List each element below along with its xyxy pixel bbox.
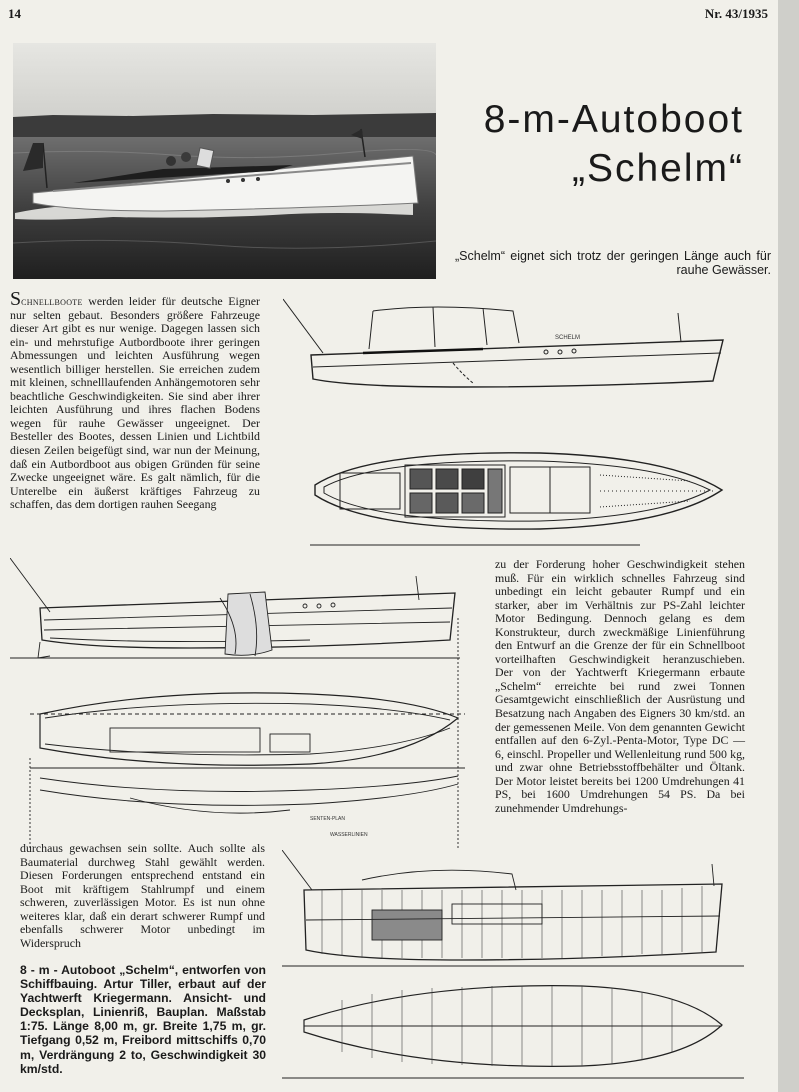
- deck-plan-drawing: [310, 445, 725, 562]
- article-title-line-1: 8-m-Autoboot: [483, 98, 744, 141]
- construction-plan-drawing: [282, 850, 744, 1090]
- boat-photograph: [13, 43, 436, 279]
- svg-text:SCHELM: SCHELM: [555, 335, 581, 341]
- article-title: [484, 95, 744, 193]
- article-title-line-2: „Schelm“: [571, 147, 744, 190]
- lines-plan-drawing: [10, 558, 478, 853]
- lead-word: chnellboote: [21, 294, 83, 308]
- page-number: 14: [8, 6, 21, 21]
- photo-caption: „Schelm“ eignet sich trotz der geringen Länge auch für rauhe Gewässer.: [455, 249, 771, 277]
- drop-cap: S: [10, 288, 22, 310]
- body-text-1: werden leider für deutsche Eigner nur selten gebaut. Besonders größere Fahrzeuge dieser Art gibt es nur wenige. Dagegen lassen sich ein- und mehrstufige Autbordboote ihrer geringen Abmessungen und leichten Ausführung wegen wesentlich billiger herstellen. Sie erreichen zudem mit kleinen, schnelllaufenden Anhängemotoren sehr beachtliche Geschwindigkeiten. Sie sind aber ihrer leichten Ausführung und ihres flachen Bodens wegen für rauhe Gewässer ungeeignet. Der Besteller des Bootes, dessen Linien und Lichtbild diesen Zeilen beigefügt sind, war nun der Meinung, daß ein Autbordboot aus obigen Gründen für seine Zwecke ungeeignet wäre. Es galt nämlich, für die Unterelbe ein äußerst kräftiges Fahrzeug zu schaffen, das dem dortigen rauhen Seegang: [10, 294, 260, 512]
- page-edge: [778, 0, 799, 1092]
- svg-text:WASSERLINIEN: WASSERLINIEN: [330, 832, 368, 838]
- body-column-1: [10, 288, 260, 512]
- body-column-3: durchaus gewachsen sein sollte. Auch sollte als Baumaterial durchweg Stahl gewählt werden. Diesen Forderungen entsprechend entstand ein Boot mit kräftigem Stahlrumpf und einem schweren, zuverlässigen Motor. Es ist nun ohne weiteres klar, daß ein derart schwerer Rumpf und ebenfalls schwerer Motor unbedingt im Widerspruch: [20, 841, 265, 950]
- body-column-2: zu der Forderung hoher Geschwindigkeit stehen muß. Für ein wirklich schnelles Fahrzeug sind unbedingt ein leicht gebauter Rumpf und ein starker, aber im Verhältnis zur PS-Zahl leichter Motor Bedingung. Dennoch gelang es dem Konstrukteur, durch zweckmäßige Linienführung den Entwurf an die Grenze der für ein Schnellboot vorteilhaften Geschwindigkeit heranzuschieben. Der von der Yachtwerft Kriegermann erbaute „Schelm“ erreichte bei rund zwei Tonnen Gesamtgewicht einschließlich der Ausrüstung und Besatzung nach Angaben des Eigners 30 km/std. an der gemessenen Meile. Von dem genannten Gewicht entfallen auf den 6-Zyl.-Penta-Motor, Type DC — 6, einschl. Propeller und Wellenleitung rund 500 kg, und zwar ohne Betriebsstoffbehälter und Öltank. Der Motor leistet bereits bei 1200 Umdrehungen 41 PS, bei 1600 Umdrehungen 54 PS. Da bei zunehmender Umdrehungs-: [495, 557, 745, 815]
- drawing-caption: 8 - m - Autoboot „Schelm“, entworfen von Schiffbauing. Artur Tiller, erbaut auf der Yachtwerft Kriegermann. Ansicht- und Decksplan, Linienriß, Bauplan. Maßstab 1:75. Länge 8,00 m, gr. Breite 1,75 m, gr. Tiefgang 0,52 m, Freibord mittschiffs 0,70 m, Verdrängung 2 to, Geschwindigkeit 30 km/std.: [20, 963, 266, 1076]
- issue-number: Nr. 43/1935: [704, 6, 768, 21]
- svg-text:SENTEN-PLAN: SENTEN-PLAN: [310, 816, 346, 822]
- side-elevation-drawing: [283, 295, 733, 400]
